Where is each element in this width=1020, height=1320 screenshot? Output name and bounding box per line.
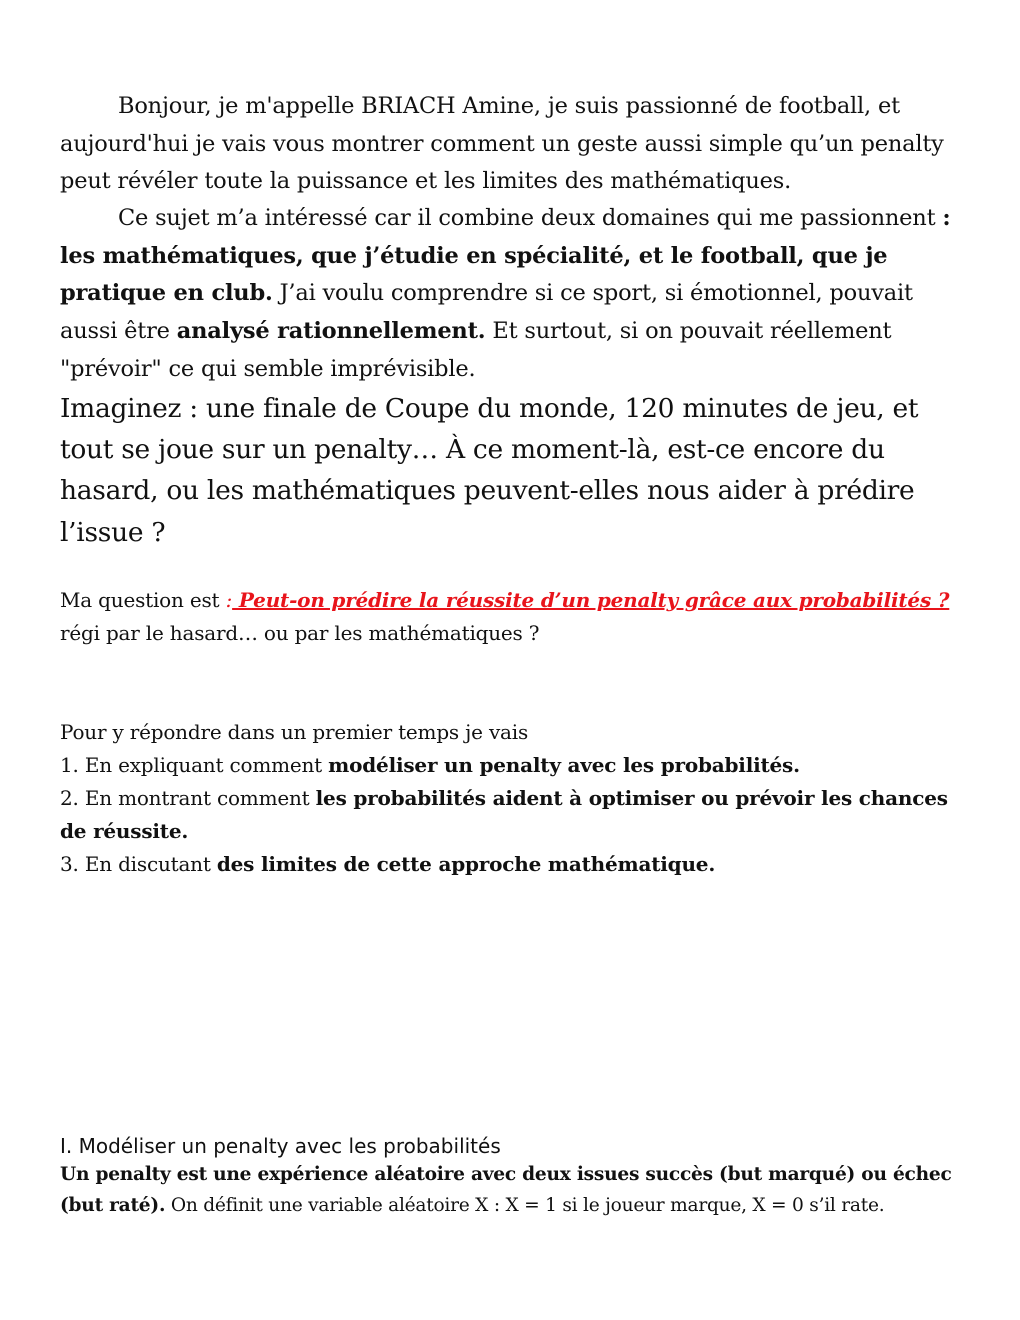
section-1-rest: On définit une variable aléatoire X : X = 1 si le joueur marque, X = 0 s’il rate. bbox=[165, 1194, 885, 1216]
intro-paragraph-3: Imaginez : une finale de Coupe du monde, 120 minutes de jeu, et tout se joue sur un penalty… À ce moment-là, est-ce encore du hasard, ou les mathématiques peuvent-elles nous aider à prédire l’issue ? bbox=[60, 393, 919, 548]
question-label: Ma question est bbox=[60, 588, 226, 612]
intro-text-2-bold-1: : les mathématiques, que j’étudie en spécialité, et le football, que je pratique en club. bbox=[60, 205, 951, 307]
intro-text-2-end: Et surtout, si on pouvait réellement "prévoir" ce qui semble imprévisible. bbox=[60, 318, 892, 382]
section-1-bold: Un penalty est une expérience aléatoire avec deux issues succès (but marqué) ou échec (but raté). bbox=[60, 1164, 952, 1216]
question-highlight: Peut-on prédire la réussite d’un penalty grâce aux probabilités ? bbox=[232, 588, 950, 612]
plan-item-3 bbox=[60, 848, 960, 881]
plan-block bbox=[60, 716, 960, 881]
plan-item-prefix: 1. En expliquant comment bbox=[60, 753, 329, 777]
question-line bbox=[60, 584, 960, 617]
plan-item-1 bbox=[60, 749, 960, 782]
section-1-paragraph bbox=[60, 1160, 960, 1221]
intro-paragraph-2 bbox=[60, 200, 960, 389]
plan-item-bold: les probabilités aident à optimiser ou prévoir les chances de réussite. bbox=[60, 786, 948, 843]
section-1-heading: I. Modéliser un penalty avec les probabilités bbox=[60, 1134, 501, 1158]
question-block bbox=[60, 584, 960, 650]
plan-intro: Pour y répondre dans un premier temps je vais bbox=[60, 720, 529, 744]
intro-text-2-start: Ce sujet m’a intéressé car il combine deux domaines qui me passionnent bbox=[118, 205, 943, 231]
plan-item-bold: des limites de cette approche mathématique. bbox=[216, 852, 716, 876]
intro-paragraph-1 bbox=[60, 88, 960, 201]
question-colon: : bbox=[225, 588, 233, 612]
plan-item-prefix: 3. En discutant bbox=[60, 852, 217, 876]
plan-item-prefix: 2. En montrant comment bbox=[60, 786, 316, 810]
intro-text-1: Bonjour, je m'appelle BRIACH Amine, je suis passionné de football, et aujourd'hui je vais vous montrer comment un geste aussi simple qu’un penalty peut révéler toute la puissance et les limites des mathématiques. bbox=[60, 93, 944, 195]
plan-item-bold: modéliser un penalty avec les probabilités. bbox=[328, 753, 800, 777]
plan-item-2 bbox=[60, 782, 960, 848]
intro-text-2-mid: J’ai voulu comprendre si ce sport, si émotionnel, pouvait aussi être bbox=[60, 280, 913, 345]
question-followup: régi par le hasard… ou par les mathématiques ? bbox=[60, 621, 540, 645]
intro-text-2-bold-2: analysé rationnellement. bbox=[176, 318, 486, 345]
